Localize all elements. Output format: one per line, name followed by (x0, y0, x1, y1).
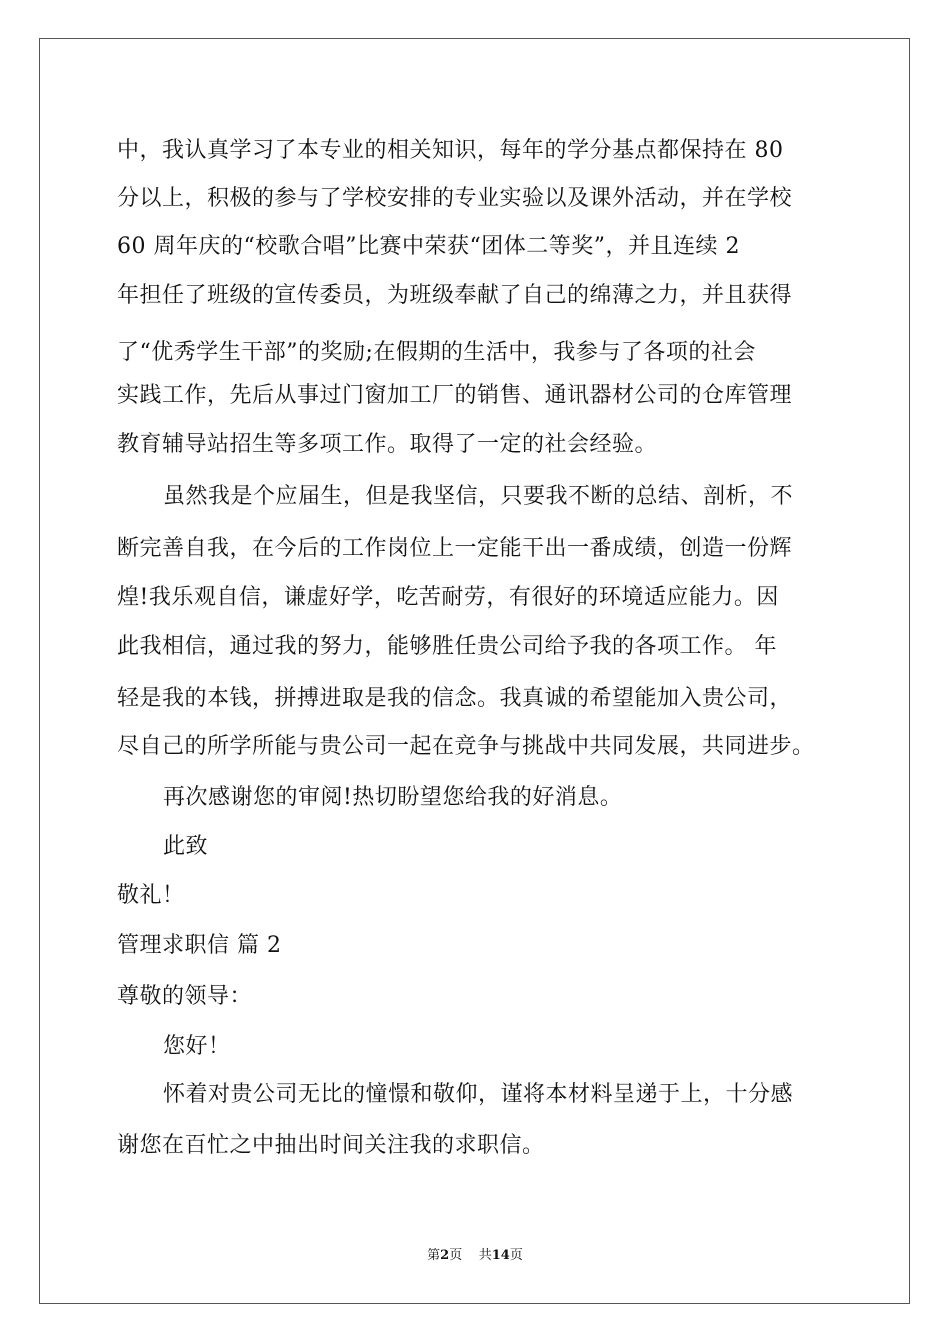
page-border (39, 38, 910, 1304)
body-line-1: 中，我认真学习了本专业的相关知识，每年的学分基点都保持在 80 (117, 138, 784, 163)
body-line-2: 分以上，积极的参与了学校安排的专业实验以及课外活动，并在学校 (117, 186, 793, 211)
salutation: 尊敬的领导： (117, 984, 253, 1009)
paragraph-2-line-3: 煌!我乐观自信，谦虚好学，吃苦耐劳，有很好的环境适应能力。因 (117, 585, 779, 610)
footer-total-prefix: 共 (478, 1248, 492, 1263)
paragraph-2-line-4: 此我相信，通过我的努力，能够胜任贵公司给予我的各项工作。 年 (117, 634, 777, 659)
body-line-5: 了“优秀学生干部”的奖励;在假期的生活中，我参与了各项的社会 (117, 340, 756, 365)
paragraph-2-line-6: 尽自己的所学所能与贵公司一起在竞争与挑战中共同发展，共同进步。 (117, 734, 815, 759)
body-line-6: 实践工作，先后从事过门窗加工厂的销售、通讯器材公司的仓库管理 (117, 383, 793, 408)
closing-zhizhi: 此致 (163, 834, 209, 859)
paragraph-3-line-1: 怀着对贵公司无比的憧憬和敬仰，谨将本材料呈递于上，十分感 (163, 1082, 794, 1107)
thanks-line: 再次感谢您的审阅!热切盼望您给我的好消息。 (163, 785, 623, 810)
body-line-7: 教育辅导站招生等多项工作。取得了一定的社会经验。 (117, 432, 658, 457)
footer-page-prefix: 第 (427, 1248, 441, 1263)
closing-jingli: 敬礼！ (117, 883, 185, 908)
paragraph-3-line-2: 谢您在百忙之中抽出时间关注我的求职信。 (117, 1133, 545, 1158)
paragraph-2-line-1: 虽然我是个应届生，但是我坚信，只要我不断的总结、剖析，不 (163, 484, 794, 509)
footer-page-suffix: 页 (449, 1248, 463, 1263)
body-line-4: 年担任了班级的宣传委员，为班级奉献了自己的绵薄之力，并且获得 (117, 283, 793, 308)
footer-page-number: 2 (440, 1248, 450, 1263)
footer-total-suffix: 页 (509, 1248, 523, 1263)
paragraph-2-line-2: 断完善自我，在今后的工作岗位上一定能干出一番成绩，创造一份辉 (117, 536, 793, 561)
body-line-3: 60 周年庆的“校歌合唱”比赛中荣获“团体二等奖”，并且连续 2 (117, 234, 740, 259)
paragraph-2-line-5: 轻是我的本钱，拼搏进取是我的信念。我真诚的希望能加入贵公司， (117, 686, 793, 711)
greeting: 您好！ (163, 1034, 231, 1059)
footer-total-pages: 14 (491, 1248, 510, 1263)
page-footer (0, 1248, 950, 1264)
section-heading: 管理求职信 篇 2 (117, 933, 282, 958)
